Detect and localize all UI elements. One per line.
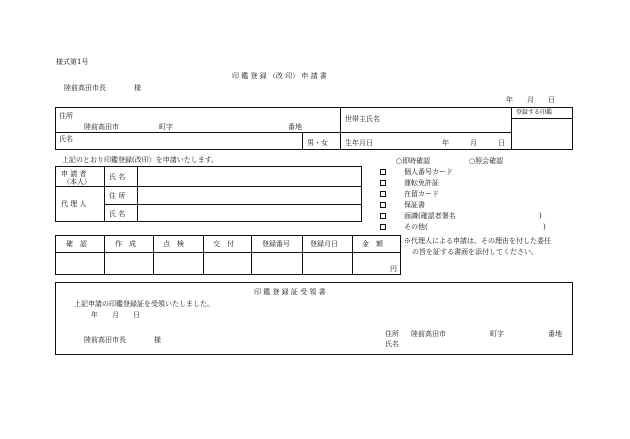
check-label-acquaintance: 面識(確認者署名 (404, 212, 456, 220)
check-label-guarantee: 保証書 (404, 201, 425, 209)
receipt-town: 町字 (490, 330, 504, 338)
check-label-residence-card: 在留カード (404, 190, 439, 198)
addressee: 陸前高田市長 様 (64, 84, 141, 92)
household-head-label: 世帯主氏名 (345, 115, 380, 123)
checkbox-other[interactable] (380, 224, 386, 230)
checkbox-license[interactable] (380, 180, 386, 186)
receipt-name-label: 氏名 (385, 340, 399, 348)
address-town: 町字 (159, 123, 173, 131)
check-label-mynumber: 個人番号カード (404, 168, 453, 176)
check-label-license: 運転免許証 (404, 179, 439, 187)
receipt-banchi: 番地 (548, 330, 562, 338)
agent-name-label: 氏 名 (109, 210, 126, 218)
checkbox-acquaintance[interactable] (380, 213, 386, 219)
checkbox-guarantee[interactable] (380, 202, 386, 208)
principal-name-label: 氏 名 (109, 173, 126, 181)
checkbox-residence-card[interactable] (380, 191, 386, 197)
receipt-address-label: 住所 (385, 330, 399, 338)
office-header-issue: 交 付 (213, 240, 234, 248)
check-label-other: その他( (404, 223, 428, 231)
page-title: 印 鑑 登 録 （改 印） 申 請 書 (232, 72, 327, 80)
agent-address-label: 住 所 (109, 192, 126, 200)
address-label: 住所 (59, 112, 73, 120)
principal-label: 申 請 者 (61, 170, 87, 178)
sex-select[interactable]: 男・女 (307, 139, 328, 147)
principal-sub: （本人） (63, 178, 91, 186)
office-yen: 円 (390, 265, 397, 273)
receipt-date: 年 月 日 (91, 311, 140, 319)
dob-label: 生年月日 (345, 139, 373, 147)
office-header-reg-date: 登録月日 (310, 240, 338, 248)
receipt-text: 上記申請の印鑑登録証を受領いたしました。 (74, 300, 214, 308)
applicant-agent-box (55, 166, 362, 222)
receipt-addressee: 陸前高田市長 様 (84, 336, 161, 344)
receipt-title: 印 鑑 登 録 証 受 領 書 (254, 288, 326, 296)
office-header-amount: 金 額 (362, 240, 383, 248)
confirm-inquiry[interactable]: ○照会確認 (469, 157, 504, 165)
address-banchi: 番地 (288, 123, 302, 131)
confirm-immediate[interactable]: ○即時確認 (396, 157, 431, 165)
form-number: 様式第1号 (56, 58, 89, 66)
paren-close-acquaintance: ) (539, 212, 542, 220)
office-header-reg-number: 登録番号 (262, 240, 290, 248)
agent-label: 代 理 人 (61, 200, 87, 208)
paren-close-other: ) (543, 223, 546, 231)
office-header-confirm: 確 認 (66, 240, 87, 248)
checkbox-mynumber[interactable] (380, 169, 386, 175)
name-label: 氏名 (59, 135, 73, 143)
seal-label: 登録する印鑑 (516, 109, 553, 116)
request-text: 上記のとおり印鑑登録(改印）を申請いたします。 (62, 156, 219, 164)
dob-value: 年 月 日 (442, 139, 505, 147)
receipt-city: 陸前高田市 (411, 330, 446, 338)
agent-note-line2: の旨を証する書面を添付してください。 (412, 248, 538, 256)
agent-note-line1: ※代理人による申請は、その理由を付した委任 (404, 237, 551, 245)
office-header-create: 作 成 (115, 240, 136, 248)
office-header-check: 点 検 (163, 240, 184, 248)
application-date: 年 月 日 (506, 96, 555, 104)
address-city: 陸前高田市 (84, 123, 119, 131)
